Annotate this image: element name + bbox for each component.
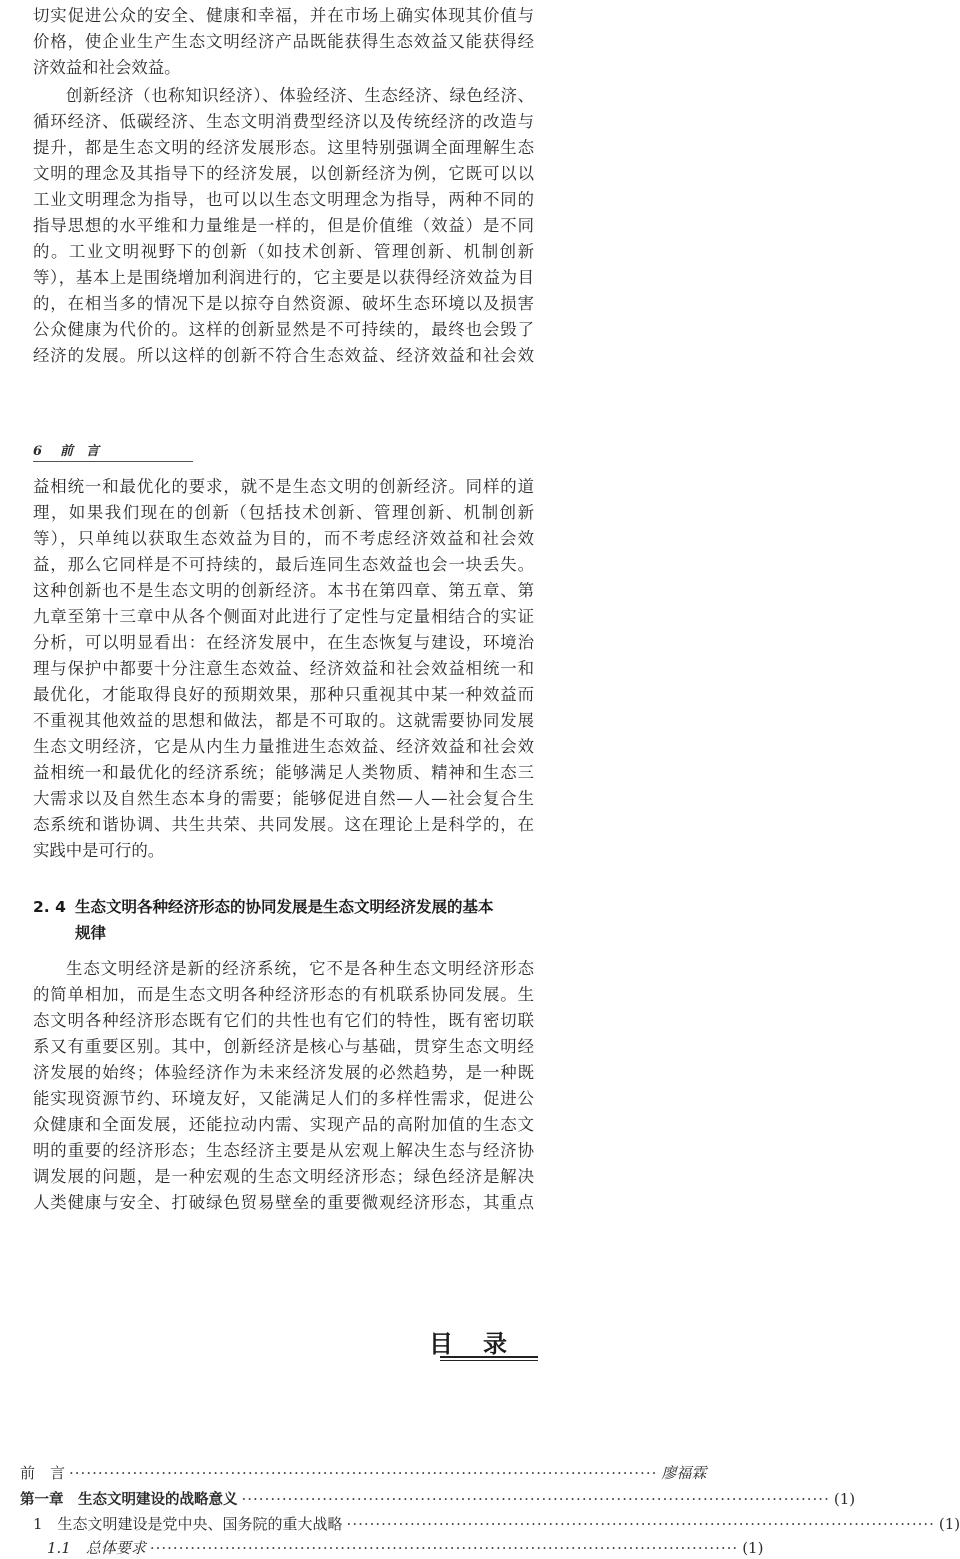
text-line: 循环经济、低碳经济、生态文明消费型经济以及传统经济的改造与: [33, 112, 534, 131]
text-line: 公众健康为代价的。这样的创新显然是不可持续的，最终也会毁了: [33, 320, 534, 339]
text-line: 益相统一和最优化的经济系统；能够满足人类物质、精神和生态三: [33, 763, 534, 782]
title-rule: [440, 1356, 538, 1358]
leader-dots: ······································································································: [69, 1464, 658, 1482]
text-line: 创新经济（也称知识经济）、体验经济、生态经济、绿色经济、: [66, 86, 534, 105]
page-number: 6: [33, 444, 43, 459]
paragraph-4: [33, 956, 534, 1216]
text-line: 的。工业文明视野下的创新（如技术创新、管理创新、机制创新: [33, 242, 534, 261]
text-line: 理与保护中都要十分注意生态效益、经济效益和社会效益相统一和: [33, 659, 534, 678]
toc-row-section-1[interactable]: [33, 1513, 960, 1535]
toc-author: 廖福霖: [661, 1464, 707, 1482]
text-line: 切实促进公众的安全、健康和幸福，并在市场上确实体现其价值与: [33, 6, 534, 25]
text-line: 生态文明经济是新的经济系统，它不是各种生态文明经济形态: [66, 959, 534, 978]
toc-page: (1): [742, 1539, 764, 1557]
toc-label: 1.1 总体要求: [47, 1539, 146, 1557]
running-title: 前 言: [60, 444, 100, 459]
text-line: 能实现资源节约、环境友好，又能满足人们的多样性需求，促进公: [33, 1089, 534, 1108]
text-line: 生态文明经济，它是从内生力量推进生态效益、经济效益和社会效: [33, 737, 534, 756]
toc-page: (1): [833, 1490, 856, 1508]
text-line: 九章至第十三章中从各个侧面对此进行了定性与定量相结合的实证: [33, 607, 534, 626]
text-line: 工业文明理念为指导，也可以以生态文明理念为指导，两种不同的: [33, 190, 534, 209]
text-line: 系又有重要区别。其中，创新经济是核心与基础，贯穿生态文明经: [33, 1037, 534, 1056]
text-line: 调发展的问题，是一种宏观的生态文明经济形态；绿色经济是解决: [33, 1167, 534, 1186]
text-line: 经济的发展。所以这样的创新不符合生态效益、经济效益和社会效: [33, 346, 534, 365]
text-line: 这种创新也不是生态文明的创新经济。本书在第四章、第五章、第: [33, 581, 534, 600]
text-line: 态文明各种经济形态既有它们的共性也有它们的特性，既有密切联: [33, 1011, 534, 1030]
text-line: 等），只单纯以获取生态效益为目的，而不考虑经济效益和社会效: [33, 529, 534, 548]
section-heading: [33, 894, 538, 946]
text-line: 的，在相当多的情况下是以掠夺自然资源、破坏生态环境以及损害: [33, 294, 534, 313]
leader-dots: ······································································································: [346, 1515, 935, 1533]
text-line: 文明的理念及其指导下的经济发展，以创新经济为例，它既可以以: [33, 164, 534, 183]
text-line: 不重视其他效益的思想和做法，都是不可取的。这就需要协同发展: [33, 711, 534, 730]
toc-row-preface[interactable]: [20, 1462, 707, 1484]
page-header: [33, 440, 193, 462]
text-line: 实践中是可行的。: [33, 841, 165, 860]
paragraph-1: [33, 3, 534, 81]
text-line: 价格，使企业生产生态文明经济产品既能获得生态效益又能获得经: [33, 32, 534, 51]
toc-page: (1): [938, 1515, 960, 1533]
title-rule: [440, 1360, 538, 1361]
text-line: 益相统一和最优化的要求，就不是生态文明的创新经济。同样的道: [33, 477, 534, 496]
text-line: 态系统和谐协调、共生共荣、共同发展。这在理论上是科学的，在: [33, 815, 534, 834]
section-title-line-1: 生态文明各种经济形态的协同发展是生态文明经济发展的基本: [75, 898, 494, 916]
text-line: 济效益和社会效益。: [33, 58, 181, 77]
paragraph-3: [33, 474, 534, 864]
text-line: 大需求以及自然生态本身的需要；能够促进自然—人—社会复合生: [33, 789, 534, 808]
toc-label: 1 生态文明建设是党中央、国务院的重大战略: [33, 1515, 343, 1533]
text-line: 益，那么它同样是不可持续的，最后连同生态效益也会一块丢失。: [33, 555, 534, 574]
text-line: 指导思想的水平维和力量维是一样的，但是价值维（效益）是不同: [33, 216, 534, 235]
text-line: 人类健康与安全、打破绿色贸易壁垒的重要微观经济形态，其重点: [33, 1193, 534, 1212]
text-line: 分析，可以明显看出：在经济发展中，在生态恢复与建设，环境治: [33, 633, 534, 652]
text-line: 济发展的始终；体验经济作为未来经济发展的必然趋势，是一种既: [33, 1063, 534, 1082]
section-number: 2. 4: [33, 898, 66, 916]
text-line: 等），基本上是围绕增加利润进行的，它主要是以获得经济效益为目: [33, 268, 534, 287]
text-line: 最优化，才能取得良好的预期效果，那种只重视其中某一种效益而: [33, 685, 534, 704]
text-line: 提升，都是生态文明的经济发展形态。这里特别强调全面理解生态: [33, 138, 534, 157]
leader-dots: ······································································································: [149, 1539, 739, 1557]
text-line: 明的重要的经济形态；生态经济主要是从宏观上解决生态与经济协: [33, 1141, 534, 1160]
text-line: 的简单相加，而是生态文明各种经济形态的有机联系协同发展。生: [33, 985, 534, 1004]
text-line: 理，如果我们现在的创新（包括技术创新、管理创新、机制创新: [33, 503, 534, 522]
paragraph-2: [33, 83, 534, 369]
toc-title: 目录: [429, 1330, 537, 1358]
section-title-line-2: 规律: [75, 924, 107, 942]
toc-row-chapter-1[interactable]: [20, 1488, 856, 1511]
toc-label: 前 言: [20, 1464, 66, 1482]
toc-label: 第一章 生态文明建设的战略意义: [20, 1492, 238, 1508]
toc-row-section-1-1[interactable]: [47, 1537, 764, 1559]
leader-dots: ······································································································: [241, 1490, 830, 1508]
text-line: 众健康和全面发展，还能拉动内需、实现产品的高附加值的生态文: [33, 1115, 534, 1134]
